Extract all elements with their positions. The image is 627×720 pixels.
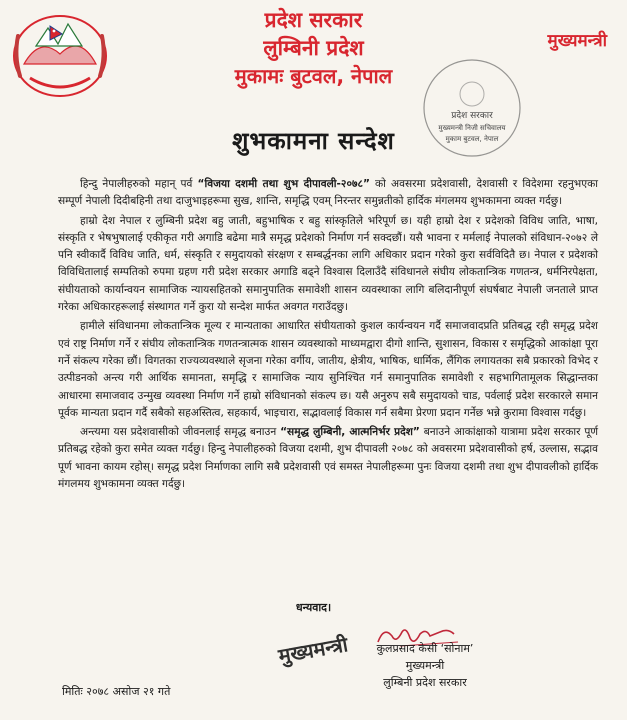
paragraph-1-text-end: को अवसरमा प्रदेशवासी, देशवासी र विदेशमा रहनुभएका सम्पूर्ण नेपाली दिदीबहिनी तथा दाजुभाइहरूमा सुख, शान्ति, समृद्धि एवम् निरन्तर समुन्नतीको हार्दिक मंगलमय शुभकामना व्यक्त गर्दछु। bbox=[58, 178, 598, 208]
paragraph-2-text: हाम्रो देश नेपाल र लुम्बिनी प्रदेश बहु जाती, बहुभाषिक र बहु सांस्कृतिले भरिपूर्ण छ। यही हाम्रो देश र प्रदेशको विविध जाति, भाषा, संस्कृति र भेषभुषालाई एकीकृत गरी अगाडि बढेमा मात्रै समृद्ध प्रदेशको निर्माण गर्न सक्दछौं। यसै भावना र मर्मलाई नेपालको संविधान-२०७२ ले पनि स्वीकार्दै विविध जाति, धर्म, संस्कृति र समुदायको संरक्षण र सम्बर्द्धनका लागि अधिकार प्रदान गरेको कुरा सर्वविदितै छ। नेपाल र प्रदेशको विविधितालाई सम्पतिको रुपमा ग्रहण गरी प्रदेश सरकार अगाडि बढ्ने विश्वास दिलाउँदै संविधानले संघीय लोकतान्त्रिक गणतन्त्र, धर्मनिरपेक्षता, संघीयताको कार्यान्वयन सामाजिक न्यायसहितको समानुपातिक समावेशी शासन व्यवस्थाका लागि बलिदानीपूर्ण संघर्षबाट नेपाली जनताले प्राप्त गरेका अधिकारहरूलाई संस्थागत गर्ने कुरा यो सन्देश मार्फत अवगत गराउँदछु। bbox=[58, 214, 598, 314]
document-date: मितिः २०७८ असोज २१ गते bbox=[62, 685, 171, 698]
paragraph-4-text: अन्त्यमा यस प्रदेशवासीको जीवनलाई समृद्ध बनाउन bbox=[80, 426, 281, 439]
document-title: शुभकामना सन्देश bbox=[232, 127, 395, 155]
signer-title: मुख्यमन्त्री bbox=[405, 659, 445, 672]
paragraph-4 bbox=[58, 424, 598, 493]
paragraph-1 bbox=[58, 176, 598, 211]
paragraph-4-text-end: बनाउने आकांक्षाको यात्रामा प्रदेश सरकार पूर्ण प्रतिबद्ध रहेको कुरा समेत व्यक्त गर्दछु। हिन्दु नेपालीहरुको विजया दशमी, शुभ दीपावली २०७८ को अवसरमा प्रदेशवासीको हर्ष, उल्लास, सद्भाव पूर्ण भावना कायम रहोस्। समृद्ध प्रदेश निर्माणका लागि सबै प्रदेशवासी एवं समस्त नेपालीहरूमा पुनः विजया दशमी तथा शुभ दीपावलीको हार्दिक मंगलमय शुभकामना व्यक्त गर्दछु। bbox=[58, 426, 598, 491]
thanks-line: धन्यवाद। bbox=[295, 601, 332, 614]
seal-line-3: मुकाम बुटवल, नेपाल bbox=[445, 135, 499, 143]
paragraph-1-text: हिन्दु नेपालीहरुको महान् पर्व bbox=[80, 178, 198, 190]
seal-line-1: प्रदेश सरकार bbox=[451, 111, 493, 121]
signature-block bbox=[320, 640, 530, 691]
header-line-2: लुम्बिनी प्रदेश bbox=[263, 36, 364, 60]
chief-minister-stamp: मुख्यमन्त्री bbox=[276, 632, 350, 668]
paragraph-1-highlight: “विजया दशमी तथा शुभ दीपावली-२०७८” bbox=[197, 178, 370, 190]
paragraph-3-text: हामीले संविधानमा लोकतान्त्रिक मूल्य र मान्यताका आधारित संघीयताको कुशल कार्यन्वयन गर्दै समाजवादप्रति प्रतिबद्ध रही समृद्ध प्रदेश एवं राष्ट्र निर्माण गर्ने र संघीय लोकतान्त्रिक गणतन्त्रात्मक शासन व्यवस्थाको माध्यमद्वारा दीगो शान्ति, सुशासन, विकास र समृद्धिको आकांक्षा पूरा गर्ने संकल्प गरेका छौं। विगतका राज्यव्यवस्थाले सृजना गरेका वर्गीय, जातीय, क्षेत्रीय, भाषिक, धार्मिक, लैंगिक लगायतका सबै प्रकारको विभेद र उत्पीडनको अन्त्य गरी आर्थिक समानता, समृद्धि र सामाजिक न्याय सुनिश्चित गर्न समानुपातिक समावेशी र सहभागितामूलक सिद्धान्तका आधारमा समाजवाद उन्मुख व्यवस्था निर्माण गर्ने हाम्रो संविधानको संकल्प छ। यसै अनुरुप सबै समुदायको चाड, पर्वलाई प्रदेश सरकारले समान पूर्वक मान्यता प्रदान गर्दै सबैको सहअस्तित्व, सहकार्य, भाइचारा, सद्भावलाई विकास गर्न सबैमा प्रेरणा प्रदान गर्नेछ भन्ने कुरामा विश्वास गर्दछु। bbox=[58, 320, 598, 419]
seal-line-2: मुख्यमन्त्री निजी सचिवालय bbox=[438, 124, 506, 132]
header-line-3: मुकामः बुटवल, नेपाल bbox=[234, 64, 393, 88]
message-body bbox=[58, 176, 598, 495]
paragraph-3 bbox=[58, 318, 598, 422]
paragraph-2 bbox=[58, 213, 598, 317]
paragraph-4-highlight: “समृद्ध लुम्बिनी, आत्मनिर्भर प्रदेश” bbox=[280, 426, 420, 439]
signer-name: कुलप्रसाद केसी ‘सोनाम’ bbox=[376, 642, 474, 655]
header-line-1: प्रदेश सरकार bbox=[264, 8, 363, 32]
header-role: मुख्यमन्त्री bbox=[547, 31, 607, 51]
signer-office: लुम्बिनी प्रदेश सरकार bbox=[383, 676, 467, 689]
